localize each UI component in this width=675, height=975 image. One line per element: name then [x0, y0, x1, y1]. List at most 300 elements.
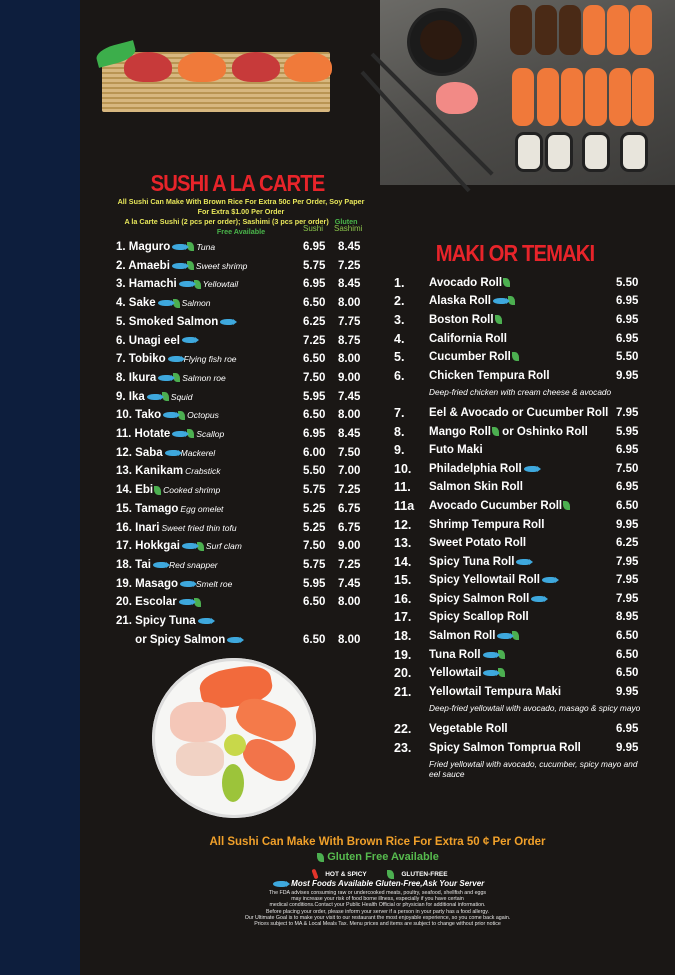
sashimi-price: 8.00 [338, 297, 361, 310]
sushi-price: 6.50 [303, 297, 326, 310]
sushi-price: 6.50 [303, 353, 326, 366]
sashimi-price: 9.00 [338, 371, 361, 384]
item-translation: Tuna [196, 242, 216, 252]
sashimi-price: 8.00 [338, 633, 361, 646]
maki-item-number: 21. [394, 685, 412, 699]
fish-icon [182, 543, 196, 549]
maki-price: 6.95 [616, 295, 639, 307]
item-name-text: Spicy Yellowtail Roll [429, 574, 540, 586]
maki-item-number: 20. [394, 666, 412, 680]
maki-item [394, 571, 644, 589]
fish-icon [180, 581, 194, 587]
nigiri-salmon [632, 68, 654, 126]
item-name-text: Yellowtail Tempura Maki [429, 686, 562, 698]
fish-icon [158, 300, 172, 306]
maki-item [394, 720, 644, 738]
sushi-item [116, 313, 366, 331]
maki-item-number: 14. [394, 555, 412, 569]
sashimi-price: 7.25 [338, 558, 361, 571]
sushi-price: 6.50 [303, 409, 326, 422]
item-translation: Egg omelet [180, 503, 224, 514]
gluten-free-note [80, 851, 675, 863]
maki-item-name [429, 608, 529, 626]
item-name-text: Yellowtail [429, 667, 482, 679]
sashimi-white-fish [170, 702, 226, 742]
legend-gf-label: GLUTEN-FREE [401, 870, 448, 878]
sushi-item-name [116, 350, 237, 368]
maki-price: 6.95 [616, 314, 639, 326]
desc-yellowtail-tempura: Deep-fried yellowtail with avocado, masago & spicy mayo [429, 703, 641, 713]
item-name-text: 3. Hamachi [116, 278, 177, 291]
item-name-text: 16. Inari [116, 521, 160, 534]
item-translation: Salmon roe [182, 372, 226, 383]
maki-item [394, 646, 644, 664]
maki-item-name [429, 664, 505, 682]
maki-item-number: 8. [394, 425, 405, 439]
maki-piece [620, 132, 648, 172]
sushi-item-name [116, 631, 241, 649]
col-header-sushi: Sushi [303, 224, 324, 233]
item-name-text: 6. Unagi eel [116, 334, 180, 347]
maki-item-number: 5. [394, 350, 405, 364]
sushi-item [116, 556, 366, 574]
sashimi-price: 8.75 [338, 334, 361, 347]
sushi-item-name [116, 406, 219, 424]
sashimi-price: 8.45 [338, 278, 361, 291]
maki-item-name [429, 534, 526, 552]
sushi-item-name [116, 519, 237, 537]
maki-item [394, 441, 644, 459]
sashimi-price: 8.45 [338, 241, 361, 253]
nigiri-salmon [585, 68, 607, 126]
sashimi-price: 7.75 [338, 315, 361, 328]
sushi-item-name [116, 238, 215, 256]
item-translation: Cooked shrimp [163, 485, 221, 496]
item-name-suffix: or Oshinko Roll [498, 426, 588, 438]
sushi-item-name [116, 275, 238, 293]
desc-spicy-salmon-tempura: Fried yellowtail with avocado, cucumber, spicy mayo and eel sauce [429, 759, 638, 779]
maki-item-name [429, 423, 588, 441]
item-name-text: 18. Tai [116, 558, 151, 571]
pickled-ginger [436, 82, 478, 114]
item-name-text: Philadelphia Roll [429, 463, 522, 475]
maki-item [394, 274, 644, 292]
sushi-price: 7.50 [303, 371, 326, 384]
sushi-item [116, 275, 366, 293]
fish-icon [524, 466, 538, 472]
sushi-item-name [116, 444, 215, 462]
sushi-item [116, 612, 366, 630]
maki-price: 9.95 [616, 519, 639, 531]
leaf-icon [492, 427, 499, 436]
nigiri-eel [535, 5, 557, 55]
item-name-text: Alaska Roll [429, 295, 491, 307]
gluten-free-text: Gluten Free Available [327, 851, 439, 863]
item-name-text: Spicy Salmon Tomprua Roll [429, 742, 581, 754]
item-name-text: 9. Ika [116, 390, 145, 403]
item-name-text: Chicken Tempura Roll [429, 370, 550, 382]
maki-item-number: 19. [394, 648, 412, 662]
maki-price: 6.50 [616, 630, 639, 642]
sushi-item-name [116, 257, 247, 275]
item-name-text: 5. Smoked Salmon [116, 315, 219, 328]
leaf-icon [317, 853, 324, 862]
item-name-text: Salmon Roll [429, 630, 496, 642]
fish-icon [168, 356, 182, 362]
fish-icon [273, 881, 287, 887]
item-translation: Surf clam [205, 541, 242, 552]
sushi-item-name [116, 612, 212, 630]
sashimi-price: 7.00 [338, 465, 361, 478]
sushi-item-name [116, 294, 210, 312]
maki-price: 6.95 [616, 444, 639, 456]
maki-item-name [429, 441, 483, 459]
sushi-item-name [116, 575, 232, 593]
sashimi-price: 7.45 [338, 390, 361, 403]
col-header-sashimi: Sashimi [334, 224, 363, 233]
lime-slice [224, 734, 246, 756]
item-name-text: 15. Tamago [116, 502, 179, 515]
item-name-text: Tuna Roll [429, 649, 481, 661]
maki-item [394, 348, 644, 366]
fish-icon [172, 263, 186, 269]
sashimi-price: 6.75 [338, 521, 361, 534]
fda-disclaimer [80, 890, 675, 927]
maki-price: 7.50 [616, 463, 639, 475]
item-translation: Sweet fried thin tofu [161, 522, 237, 533]
maki-price: 5.95 [616, 426, 639, 438]
sushi-item [116, 406, 366, 424]
maki-item-name [429, 367, 550, 385]
maki-item [394, 664, 644, 682]
maki-item-number: 3. [394, 313, 405, 327]
maki-item [394, 516, 644, 534]
maki-section-title: MAKI OR TEMAKI [435, 240, 595, 266]
item-name-text: 20. Escolar [116, 596, 177, 609]
maki-item-number: 4. [394, 332, 405, 346]
fish-icon [516, 559, 530, 565]
fish-icon [542, 577, 556, 583]
nigiri-salmon [583, 5, 605, 55]
sushi-item-name [116, 369, 226, 387]
maki-price: 6.95 [616, 333, 639, 345]
sushi-price: 5.75 [303, 484, 326, 497]
sushi-item-name [116, 500, 223, 518]
item-name-text: Futo Maki [429, 444, 483, 456]
note-gluten-free: Gluten Free Available [216, 217, 358, 236]
fish-icon [153, 562, 167, 568]
maki-item-number: 9. [394, 443, 405, 457]
maki-item-name [429, 646, 505, 664]
pepper-icon [312, 869, 319, 880]
maki-item [394, 590, 644, 608]
item-name-text: Cucumber Roll [429, 351, 511, 363]
item-translation: Scallop [196, 429, 225, 439]
sushi-price: 6.95 [303, 241, 326, 253]
sushi-price: 5.95 [303, 577, 326, 590]
sushi-price: 5.75 [303, 259, 326, 272]
note-line: All Sushi Can Make With Brown Rice For Extra 50c Per Order, Soy Paper For Extra $1.00 Per Order [117, 197, 365, 216]
item-name-text: 19. Masago [116, 577, 178, 590]
sushi-item [116, 481, 366, 499]
maki-item-name [429, 311, 502, 329]
item-name-text: California Roll [429, 333, 507, 345]
maki-price: 6.95 [616, 723, 639, 735]
maki-item-number: 6. [394, 369, 405, 383]
maki-item-number: 11. [394, 480, 411, 494]
maki-item-number: 13. [394, 536, 412, 550]
maki-price: 7.95 [616, 407, 639, 419]
maki-item-name [429, 497, 570, 515]
maki-item-number: 2. [394, 294, 405, 308]
disclaimer-line: medical conditions.Contact your Public Health Official or physician for additional information. [269, 902, 486, 909]
maki-item-name [429, 330, 507, 348]
maki-piece [545, 132, 573, 172]
maki-item [394, 404, 644, 422]
fish-icon [493, 298, 507, 304]
fish-icon [531, 596, 545, 602]
sashimi-plate-photo [152, 658, 316, 818]
maki-item [394, 478, 644, 496]
disclaimer-line: Prices subject to MA & Local Meals Tax. Menu prices and items are subject to change without prior notice [254, 921, 501, 928]
maki-item-name [429, 460, 538, 478]
sushi-item [116, 238, 366, 256]
item-translation: Salmon [181, 298, 211, 309]
disclaimer-line: Before placing your order, please inform your server if a person in your party has a food allergy. [265, 908, 490, 915]
maki-price: 7.95 [616, 556, 639, 568]
page-edge [0, 0, 80, 975]
item-name-text: 1. Maguro [116, 241, 171, 253]
maki-item [394, 553, 644, 571]
maki-item-number: 16. [394, 592, 412, 606]
maki-price: 9.95 [616, 686, 639, 698]
item-name-text: Vegetable Roll [429, 723, 508, 735]
maki-item-name [429, 571, 556, 589]
item-name-text: Shrimp Tempura Roll [429, 519, 545, 531]
sushi-price: 5.25 [303, 521, 326, 534]
nigiri-salmon [609, 68, 631, 126]
nigiri-eel [510, 5, 532, 55]
maki-item [394, 311, 644, 329]
sushi-item-name [116, 556, 218, 574]
item-name-text: Sweet Potato Roll [429, 537, 527, 549]
item-name-text: Spicy Salmon Roll [429, 593, 530, 605]
maki-price: 6.95 [616, 481, 639, 493]
item-name-text: Spicy Tuna Roll [429, 556, 515, 568]
nigiri-salmon [537, 68, 559, 126]
maki-item [394, 739, 644, 757]
item-translation: Crabstick [185, 466, 221, 477]
nigiri-salmon [284, 52, 332, 82]
leaf-icon [495, 315, 502, 324]
sushi-item [116, 425, 366, 443]
maki-price: 6.50 [616, 500, 639, 512]
maki-item [394, 534, 644, 552]
sushi-section-title: SUSHI A LA CARTE [150, 170, 325, 196]
brown-rice-note: All Sushi Can Make With Brown Rice For Extra 50 ¢ Per Order [209, 836, 546, 848]
nigiri-salmon [607, 5, 629, 55]
disclaimer-line: The FDA advises consuming raw or undercooked meats, poultry, seafood, shellfish and eggs [268, 890, 487, 896]
item-translation: Flying fish roe [183, 354, 237, 365]
sashimi-price: 7.25 [338, 484, 361, 497]
nigiri-salmon [630, 5, 652, 55]
sashimi-price: 7.50 [338, 446, 361, 459]
maki-item [394, 608, 644, 626]
item-name-text: 7. Tobiko [116, 353, 166, 366]
maki-piece [515, 132, 543, 172]
leaf-icon [503, 278, 510, 287]
maki-item [394, 292, 644, 310]
item-name-text: 10. Tako [116, 409, 162, 422]
item-name-text: 14. Ebi [116, 484, 154, 497]
item-name-text: 4. Sake [116, 297, 156, 310]
maki-price: 9.95 [616, 370, 639, 382]
maki-price: 6.50 [616, 649, 639, 661]
maki-item [394, 367, 644, 385]
fish-icon [227, 637, 241, 643]
item-translation: Sweet shrimp [195, 260, 248, 271]
fish-icon [220, 319, 234, 325]
sushi-price: 6.95 [303, 278, 326, 291]
sashimi-price: 8.45 [338, 428, 361, 440]
sushi-item-name [116, 332, 196, 350]
legend-hot [307, 871, 366, 878]
icon-legend [80, 869, 675, 879]
sushi-item [116, 462, 366, 480]
maki-item-name [429, 478, 523, 496]
item-name-text: 21. Spicy Tuna [116, 615, 196, 627]
fish-icon [165, 450, 179, 456]
maki-item-name [429, 404, 608, 422]
item-name-text: 2. Amaebi [116, 259, 170, 272]
maki-price: 7.95 [616, 574, 639, 586]
item-name-text: Avocado Roll [429, 277, 503, 289]
fish-icon [158, 375, 172, 381]
maki-item-name [429, 683, 561, 701]
sushi-price: 5.50 [303, 465, 326, 478]
sushi-item [116, 294, 366, 312]
item-name-text: Spicy Scallop Roll [429, 611, 529, 623]
maki-item-number: 17. [394, 610, 412, 624]
maki-item-name [429, 292, 515, 310]
sushi-price: 5.25 [303, 502, 326, 515]
maki-item [394, 497, 644, 515]
note-pieces: A la Carte Sushi (2 pcs per order); Sashimi (3 pcs per order) [124, 217, 329, 226]
maki-item-number: 7. [394, 406, 405, 420]
maki-item-name [429, 590, 545, 608]
fish-icon [172, 431, 186, 437]
fish-icon [497, 633, 511, 639]
sushi-item [116, 444, 366, 462]
maki-item-number: 1. [394, 276, 405, 290]
fish-icon [182, 337, 196, 343]
item-name-text: 17. Hokkgai [116, 540, 180, 553]
sashimi-price: 9.00 [338, 540, 361, 553]
sushi-item-name [116, 313, 234, 331]
sushi-item-name [116, 425, 224, 443]
sushi-item [116, 500, 366, 518]
maki-price: 8.95 [616, 611, 639, 623]
sushi-item [116, 575, 366, 593]
sushi-price: 6.50 [303, 596, 326, 609]
sashimi-price: 6.75 [338, 502, 361, 515]
sushi-price: 6.00 [303, 446, 326, 459]
item-name-text: Salmon Skin Roll [429, 481, 523, 493]
leaf-icon [387, 870, 394, 879]
sushi-item-name [116, 462, 221, 480]
maki-item-number: 15. [394, 573, 412, 587]
item-translation: Squid [170, 391, 193, 402]
sushi-price: 7.25 [303, 334, 326, 347]
legend-hot-label: HOT & SPICY [325, 870, 367, 878]
item-name-text: Avocado Cucumber Roll [429, 500, 563, 512]
maki-price: 9.95 [616, 742, 639, 754]
sushi-price: 6.25 [303, 315, 326, 328]
sushi-item [116, 519, 366, 537]
leaf-icon [154, 486, 161, 495]
disclaimer-line: may increase your risk of food borne illness, especially if you have certain [291, 896, 464, 903]
nigiri-salmon [561, 68, 583, 126]
fish-icon [198, 618, 212, 624]
sushi-item [116, 631, 366, 649]
note-line [116, 217, 366, 237]
sushi-section-note [116, 197, 366, 237]
maki-item [394, 683, 644, 701]
maki-price: 5.50 [616, 277, 639, 289]
item-translation: Yellowtail [202, 279, 239, 290]
fish-icon [179, 599, 193, 605]
item-name-text: or Spicy Salmon [116, 633, 226, 646]
sushi-item [116, 388, 366, 406]
soy-sauce [420, 20, 462, 60]
most-foods-note [80, 879, 675, 888]
maki-item-number: 10. [394, 462, 412, 476]
item-translation: Mackerel [180, 447, 216, 458]
most-foods-text: Most Foods Available Gluten-Free,Ask Your Server [291, 879, 485, 888]
sushi-item [116, 350, 366, 368]
sashimi-price: 7.25 [338, 259, 361, 272]
maki-item-name [429, 739, 581, 757]
fish-icon [163, 412, 177, 418]
maki-item-number: 12. [394, 518, 412, 532]
maki-item [394, 627, 644, 645]
item-translation: Smelt roe [196, 578, 233, 589]
sushi-price: 5.95 [303, 390, 326, 403]
fish-icon [179, 281, 193, 287]
sashimi-price: 7.45 [338, 577, 361, 590]
leaf-icon [512, 352, 519, 361]
maki-item [394, 330, 644, 348]
maki-item-number: 18. [394, 629, 412, 643]
maki-item [394, 460, 644, 478]
maki-item-number: 11a [394, 499, 415, 513]
sushi-item-name [116, 537, 242, 555]
fish-icon [147, 394, 161, 400]
sushi-item [116, 257, 366, 275]
disclaimer-line: Our Ultimate Goal is to make your visit to our restaurant the most enjoyable experience, so you come back again. [244, 914, 511, 921]
item-name-text: 8. Ikura [116, 371, 157, 384]
item-name-text: Eel & Avocado or Cucumber Roll [429, 407, 609, 419]
sushi-item [116, 332, 366, 350]
maki-price: 7.95 [616, 593, 639, 605]
maki-item [394, 423, 644, 441]
maki-item-number: 22. [394, 722, 412, 736]
item-name-text: 12. Saba [116, 446, 163, 459]
sashimi-price: 8.00 [338, 596, 361, 609]
nigiri-tuna [124, 52, 172, 82]
sushi-price: 6.95 [303, 428, 326, 440]
sushi-item [116, 369, 366, 387]
